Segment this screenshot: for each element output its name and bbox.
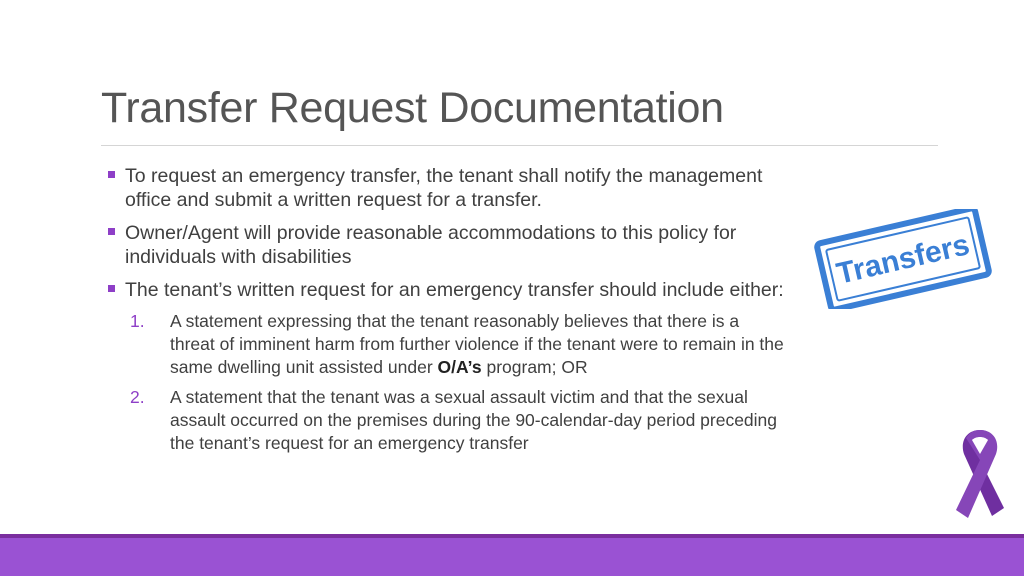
numbered-item [130, 386, 788, 455]
item-number: 2. [130, 387, 145, 407]
bullet-item [108, 164, 788, 212]
stamp-text: Transfers [833, 228, 973, 291]
title-divider [101, 145, 938, 146]
bullet-text: To request an emergency transfer, the tenant shall notify the management office and submit a written request for a transfer. [125, 165, 763, 211]
item-bold-text: O/A’s [437, 357, 482, 377]
slide-title: Transfer Request Documentation [101, 84, 724, 132]
purple-ribbon-icon [946, 424, 1016, 524]
numbered-item [130, 310, 788, 379]
item-text-end: program; OR [481, 357, 588, 377]
bullet-text: Owner/Agent will provide reasonable accommodations to this policy for individuals with disabilities [125, 222, 737, 268]
numbered-list [130, 310, 788, 455]
item-number: 1. [130, 311, 145, 331]
bullet-item [108, 278, 788, 302]
bullet-list [108, 164, 788, 462]
bullet-text: The tenant’s written request for an emergency transfer should include either: [125, 279, 784, 301]
square-bullet-icon [108, 228, 115, 235]
square-bullet-icon [108, 285, 115, 292]
footer-bar [0, 538, 1024, 576]
square-bullet-icon [108, 171, 115, 178]
transfers-stamp-image [812, 209, 994, 309]
item-text: A statement expressing that the tenant reasonably believes that there is a threat of imminent harm from further violence if the tenant were to remain in the same dwelling unit assisted under [170, 311, 784, 377]
item-text: A statement that the tenant was a sexual assault victim and that the sexual assault occurred on the premises during the 90-calendar-day period preceding the tenant’s request for an emergency transfer [170, 387, 778, 453]
bullet-item [108, 221, 788, 269]
